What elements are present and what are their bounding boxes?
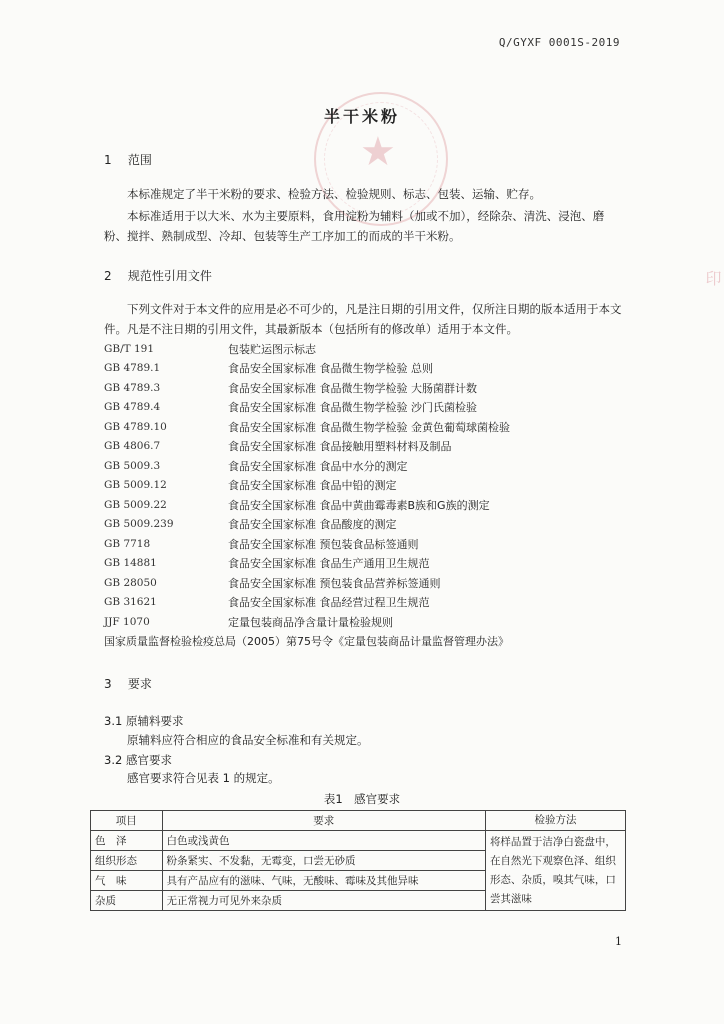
- subsection-heading-raw-materials: 3.1 原辅料要求: [104, 714, 184, 728]
- section-title: 规范性引用文件: [127, 269, 212, 283]
- reference-item: [104, 437, 644, 457]
- sensory-requirements-table: [90, 810, 626, 911]
- section-number: 1: [104, 153, 112, 167]
- scope-paragraph-1: 本标准规定了半干米粉的要求、检验方法、检验规则、标志、包装、运输、贮存。: [127, 187, 541, 201]
- reference-item: [104, 398, 644, 418]
- reference-item: [104, 515, 644, 535]
- reference-title: 包装贮运图示标志: [228, 342, 316, 356]
- table-caption: 表1 感官要求: [323, 792, 401, 806]
- reference-item: [104, 534, 644, 554]
- reference-title: 定量包装商品净含量计量检验规则: [228, 615, 393, 629]
- scope-paragraph-2: 本标准适用于以大米、水为主要原料，食用淀粉为辅料（加或不加），经除杂、清洗、浸泡、磨粉、搅拌、熟制成型、冷却、包装等生产工序加工的而成的半干米粉。: [104, 209, 605, 243]
- document-title: 半干米粉: [323, 107, 400, 126]
- sensory-text: 感官要求符合见表 1 的规定。: [127, 771, 280, 785]
- reference-title: 食品安全国家标准 食品微生物学检验 金黄色葡萄球菌检验: [228, 420, 510, 434]
- reference-code: GB 14881: [104, 557, 157, 570]
- table-cell-requirement: 具有产品应有的滋味、气味，无酸味、霉味及其他异味: [162, 871, 485, 891]
- section-heading-requirements: [104, 675, 152, 692]
- table-cell-requirement: 白色或浅黄色: [162, 831, 485, 851]
- reference-code: GB 5009.12: [104, 479, 167, 492]
- section-heading-scope: [104, 151, 152, 168]
- table-header-method: 检验方法: [485, 811, 625, 831]
- table-cell-item: 气 味: [91, 871, 163, 891]
- edge-seal-fragment: 印: [703, 270, 722, 286]
- reference-item: [104, 359, 644, 379]
- table-cell-item: 组织形态: [91, 851, 163, 871]
- star-icon: ★: [360, 129, 396, 175]
- table-cell-requirement: 无正常视力可见外来杂质: [162, 891, 485, 911]
- reference-item: [104, 339, 644, 359]
- section-title: 范围: [127, 153, 152, 167]
- reference-title: 食品安全国家标准 食品中水分的测定: [228, 459, 408, 473]
- table-cell-requirement: 粉条紧实、不发黏，无霉变，口尝无砂质: [162, 851, 485, 871]
- reference-item: [104, 378, 644, 398]
- reference-code: JJF 1070: [104, 615, 150, 628]
- subsection-heading-sensory: 3.2 感官要求: [104, 753, 172, 767]
- reference-title: 食品安全国家标准 预包装食品标签通则: [228, 537, 419, 551]
- reference-code: GB 4806.7: [104, 440, 161, 453]
- document-code: Q/GYXF 0001S-2019: [498, 36, 620, 49]
- reference-item: [104, 573, 644, 593]
- section-number: 3: [104, 677, 112, 691]
- reference-code: GB 4789.1: [104, 362, 161, 375]
- normative-intro: 下列文件对于本文件的应用是必不可少的，凡是注日期的引用文件，仅所注日期的版本适用于本文件。凡是不注日期的引用文件，其最新版本（包括所有的修改单）适用于本文件。: [104, 302, 622, 336]
- reference-code: GB 4789.4: [104, 401, 161, 414]
- reference-title: 食品安全国家标准 食品生产通用卫生规范: [228, 557, 430, 571]
- table-cell-method: 将样品置于洁净白瓷盘中，在自然光下观察色泽、组织形态、杂质，嗅其气味，口尝其滋味: [485, 831, 625, 911]
- reference-code: GB 5009.239: [104, 518, 174, 531]
- reference-code: GB 28050: [104, 576, 157, 589]
- table-cell-item: 色 泽: [91, 831, 163, 851]
- reference-item: [104, 456, 644, 476]
- reference-item: [104, 417, 644, 437]
- table-header-requirement: 要求: [162, 811, 485, 831]
- raw-materials-text: 原辅料应符合相应的食品安全标准和有关规定。: [127, 733, 369, 747]
- table-header-row: [91, 811, 626, 831]
- section-heading-normative: [104, 267, 212, 284]
- reference-title: 食品安全国家标准 食品中铅的测定: [228, 479, 397, 493]
- reference-item: [104, 593, 644, 613]
- reference-title: 食品安全国家标准 食品微生物学检验 沙门氏菌检验: [228, 401, 477, 415]
- reference-item: [104, 612, 644, 632]
- reference-code: GB 5009.22: [104, 498, 167, 511]
- reference-code: GB/T 191: [104, 342, 155, 355]
- reference-code: GB 7718: [104, 537, 151, 550]
- reference-item: [104, 476, 644, 496]
- reference-title: 食品安全国家标准 预包装食品营养标签通则: [228, 576, 441, 590]
- reference-item: [104, 495, 644, 515]
- decree-reference: 国家质量监督检验检疫总局（2005）第75号令《定量包装商品计量监督管理办法》: [104, 635, 509, 649]
- reference-title: 食品安全国家标准 食品微生物学检验 大肠菌群计数: [228, 381, 477, 395]
- section-title: 要求: [127, 677, 152, 691]
- reference-title: 食品安全国家标准 食品接触用塑料材料及制品: [228, 440, 452, 454]
- reference-title: 食品安全国家标准 食品酸度的测定: [228, 518, 397, 532]
- reference-title: 食品安全国家标准 食品微生物学检验 总则: [228, 362, 433, 376]
- reference-title: 食品安全国家标准 食品中黄曲霉毒素B族和G族的测定: [228, 498, 490, 512]
- table-cell-item: 杂质: [91, 891, 163, 911]
- reference-code: GB 31621: [104, 596, 157, 609]
- reference-list: [104, 339, 644, 651]
- section-number: 2: [104, 269, 112, 283]
- reference-code: GB 4789.3: [104, 381, 161, 394]
- page-number: 1: [615, 935, 622, 948]
- reference-code: GB 4789.10: [104, 420, 167, 433]
- reference-title: 食品安全国家标准 食品经营过程卫生规范: [228, 596, 430, 610]
- reference-item: [104, 554, 644, 574]
- table-header-item: 项目: [91, 811, 163, 831]
- reference-code: GB 5009.3: [104, 459, 161, 472]
- table-row: [91, 831, 626, 851]
